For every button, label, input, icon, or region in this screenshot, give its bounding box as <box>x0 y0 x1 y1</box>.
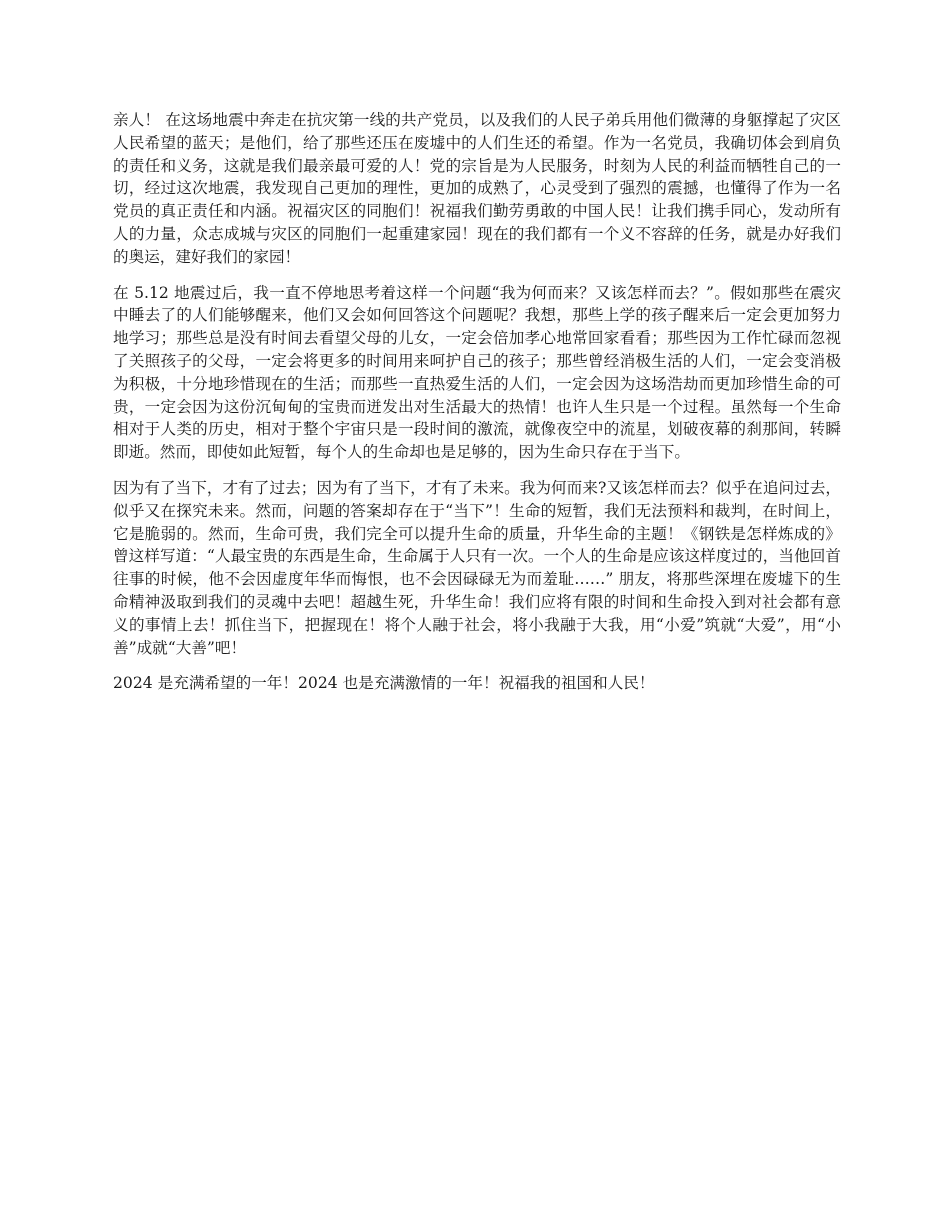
paragraph-4: 2024 是充满希望的一年！2024 也是充满激情的一年！祝福我的祖国和人民！ <box>113 674 655 693</box>
paragraph-1: 亲人！ 在这场地震中奔走在抗灾第一线的共产党员，以及我们的人民子弟兵用他们微薄的身躯撑起了灾区人民希望的蓝天；是他们，给了那些还压在废墟中的人们生还的希望。作为一名党员，我确切体会到肩负的责任和义务，这就是我们最亲最可爱的人！党的宗旨是为人民服务，时刻为人民的利益而牺牲自己的一切，经过这次地震，我发现自己更加的理性，更加的成熟了，心灵受到了强烈的震撼，也懂得了作为一名党员的真正责任和内涵。祝福灾区的同胞们！祝福我们勤劳勇敢的中国人民！让我们携手同心，发动所有人的力量，众志成城与灾区的同胞们一起重建家园！现在的我们都有一个义不容辞的任务，就是办好我们的奥运，建好我们的家园！ <box>113 111 841 266</box>
document-body <box>113 109 841 708</box>
paragraph-3: 因为有了当下，才有了过去；因为有了当下，才有了未来。我为何而来?又该怎样而去？似乎在追问过去，似乎又在探究未来。然而，问题的答案却存在于“当下”！生命的短暂，我们无法预料和裁判，在时间上，它是脆弱的。然而，生命可贵，我们完全可以提升生命的质量，升华生命的主题！《钢铁是怎样炼成的》曾这样写道：“人最宝贵的东西是生命，生命属于人只有一次。一个人的生命是应该这样度过的，当他回首往事的时候，他不会因虚度年华而悔恨，也不会因碌碌无为而羞耻……” 朋友，将那些深埋在废墟下的生命精神汲取到我们的灵魂中去吧！超越生死，升华生命！我们应将有限的时间和生命投入到对社会都有意义的事情上去！抓住当下，把握现在！将个人融于社会，将小我融于大我，用“小爱”筑就“大爱”，用“小善”成就“大善”吧！ <box>113 478 841 657</box>
paragraph-2: 在 5.12 地震过后，我一直不停地思考着这样一个问题“我为何而来？又该怎样而去？”。假如那些在震灾中睡去了的人们能够醒来，他们又会如何回答这个问题呢？我想，那些上学的孩子醒来后一定会更加努力地学习；那些总是没有时间去看望父母的儿女，一定会倍加孝心地常回家看看；那些因为工作忙碌而忽视了关照孩子的父母，一定会将更多的时间用来呵护自己的孩子；那些曾经消极生活的人们，一定会变消极为积极，十分地珍惜现在的生活；而那些一直热爱生活的人们，一定会因为这场浩劫而更加珍惜生命的可贵，一定会因为这份沉甸甸的宝贵而迸发出对生活最大的热情！也许人生只是一个过程。虽然每一个生命相对于人类的历史，相对于整个宇宙只是一段时间的激流，就像夜空中的流星，划破夜幕的刹那间，转瞬即逝。然而，即使如此短暂，每个人的生命却也是足够的，因为生命只存在于当下。 <box>113 283 841 462</box>
